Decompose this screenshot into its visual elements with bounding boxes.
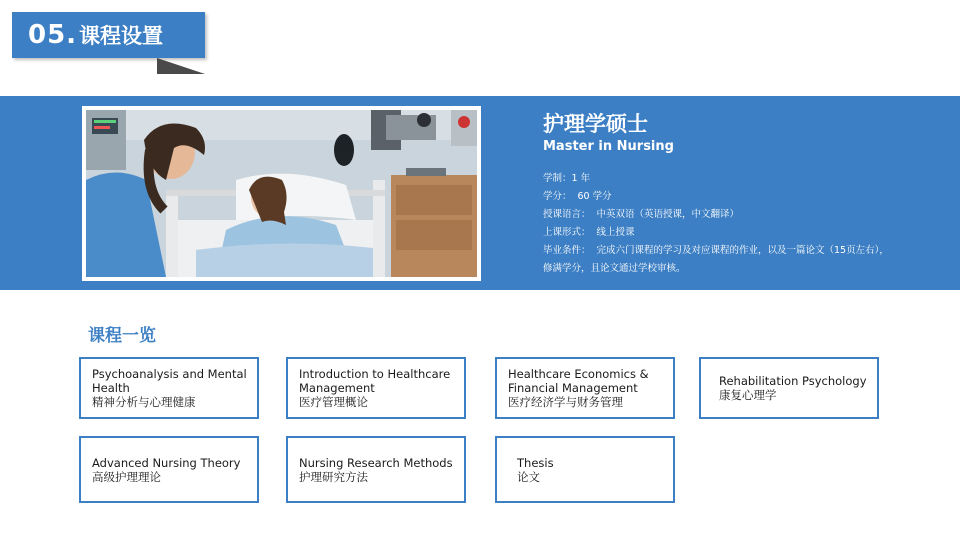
section-number: 05. — [28, 20, 78, 50]
course-card — [495, 436, 675, 503]
course-name-en: Healthcare Economics & Financial Management — [508, 367, 649, 395]
course-overview-title: 课程一览 — [88, 326, 156, 346]
program-name-en: Master in Nursing — [543, 139, 674, 154]
course-card — [699, 357, 879, 419]
course-card — [286, 436, 466, 503]
course-name-en: Advanced Nursing Theory — [92, 455, 241, 470]
course-name-zh: 康复心理学 — [719, 388, 777, 402]
course-name-zh: 高级护理理论 — [92, 469, 161, 484]
detail-label: 学分： — [543, 191, 572, 202]
detail-graduation-cont: 修满学分，且论文通过学校审核。 — [543, 263, 686, 274]
detail-graduation — [543, 242, 943, 260]
course-name-zh: 护理研究方法 — [299, 469, 368, 484]
course-card — [495, 357, 675, 419]
course-name-zh: 论文 — [517, 469, 540, 484]
section-title: 课程设置 — [79, 24, 164, 48]
detail-label: 授课语言： — [543, 209, 591, 220]
detail-label: 学制： — [543, 173, 572, 184]
course-name-en: Psychoanalysis and Mental Health — [92, 367, 247, 395]
course-name-en: Thesis — [517, 455, 554, 470]
course-name-en: Introduction to Healthcare Management — [299, 367, 451, 395]
course-name-zh: 医疗经济学与财务管理 — [508, 395, 623, 409]
detail-label: 上课形式： — [543, 227, 591, 238]
section-title-tag — [12, 12, 205, 58]
course-name-zh: 医疗管理概论 — [299, 395, 368, 409]
detail-credits — [543, 188, 943, 206]
detail-value: 线上授课 — [596, 227, 635, 238]
detail-value: 1 年 — [571, 173, 591, 184]
detail-label: 毕业条件： — [543, 245, 591, 256]
course-name-en: Rehabilitation Psychology — [719, 374, 867, 388]
detail-format — [543, 224, 943, 242]
program-name-cn: 护理学硕士 — [543, 112, 648, 136]
detail-language — [543, 206, 943, 224]
course-card — [79, 357, 259, 419]
course-name-zh: 精神分析与心理健康 — [92, 395, 196, 409]
detail-value: 60 学分 — [577, 191, 612, 202]
title-tag-shadow — [157, 58, 205, 74]
detail-duration — [543, 170, 943, 188]
course-card — [79, 436, 259, 503]
detail-value: 中英双语（英语授课，中文翻译） — [596, 209, 740, 220]
nursing-photo — [82, 106, 481, 281]
program-details — [543, 170, 943, 278]
program-info — [543, 110, 943, 278]
course-card — [286, 357, 466, 419]
course-name-en: Nursing Research Methods — [299, 455, 453, 470]
detail-value: 完成六门课程的学习及对应课程的作业，以及一篇论文（15页左右）， — [596, 245, 889, 256]
